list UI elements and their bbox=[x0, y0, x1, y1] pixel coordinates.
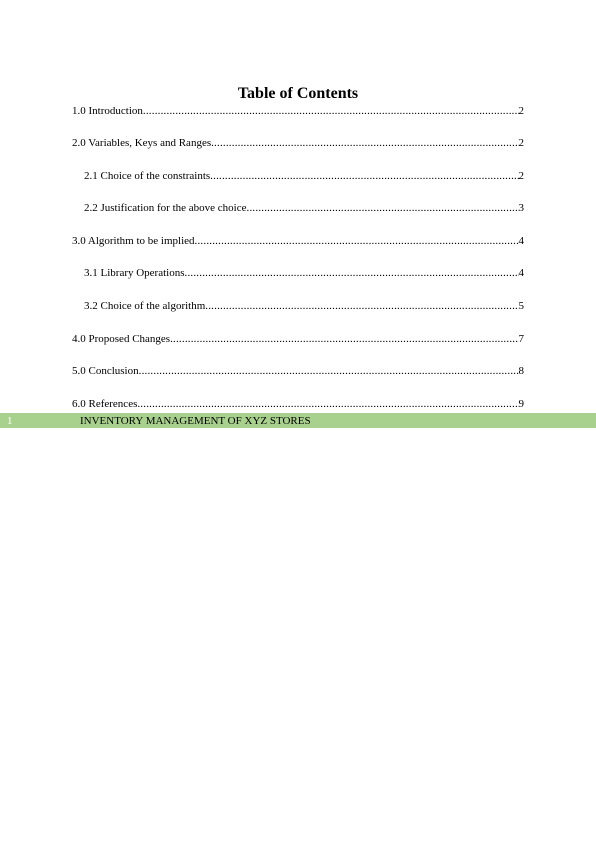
toc-dot-leader bbox=[195, 234, 519, 248]
toc-entry-page: 4 bbox=[518, 235, 524, 247]
toc-dot-leader bbox=[139, 364, 519, 378]
toc-entry-algorithm[interactable] bbox=[72, 234, 524, 248]
toc-entry-label: 5.0 Conclusion bbox=[72, 365, 139, 377]
toc-entry-page: 4 bbox=[518, 267, 524, 279]
toc-entry-label: 3.0 Algorithm to be implied bbox=[72, 235, 195, 247]
toc-entry-library-operations[interactable] bbox=[84, 266, 524, 280]
toc-entry-label: 2.1 Choice of the constraints bbox=[84, 170, 211, 182]
toc-title: Table of Contents bbox=[237, 85, 359, 102]
toc-dot-leader bbox=[143, 104, 519, 118]
toc-dot-leader bbox=[210, 169, 518, 183]
toc-entry-label: 6.0 References bbox=[72, 398, 138, 410]
toc-entry-label: 3.2 Choice of the algorithm bbox=[84, 300, 206, 312]
toc-entry-page: 5 bbox=[518, 300, 524, 312]
toc-entry-introduction[interactable] bbox=[72, 104, 524, 118]
toc-entry-label: 3.1 Library Operations bbox=[84, 267, 185, 279]
toc-entry-variables-keys-ranges[interactable] bbox=[72, 136, 524, 150]
toc-entry-label: 1.0 Introduction bbox=[72, 105, 143, 117]
toc-entry-choice-of-algorithm[interactable] bbox=[84, 299, 524, 313]
footer-document-title: INVENTORY MANAGEMENT OF XYZ STORES bbox=[80, 415, 311, 427]
toc-entry-page: 2 bbox=[518, 105, 524, 117]
toc-entry-page: 2 bbox=[518, 170, 524, 182]
toc-entry-justification[interactable] bbox=[84, 201, 524, 215]
toc-entry-proposed-changes[interactable] bbox=[72, 332, 524, 346]
toc-entry-page: 2 bbox=[518, 137, 524, 149]
toc-entry-label: 4.0 Proposed Changes bbox=[72, 333, 171, 345]
toc-dot-leader bbox=[247, 201, 519, 215]
toc-entry-label: 2.0 Variables, Keys and Ranges bbox=[72, 137, 212, 149]
toc-dot-leader bbox=[170, 332, 518, 346]
toc-entry-page: 9 bbox=[518, 398, 524, 410]
toc-entry-page: 7 bbox=[518, 333, 524, 345]
toc-entry-conclusion[interactable] bbox=[72, 364, 524, 378]
footer-page-number: 1 bbox=[7, 415, 13, 427]
toc-entry-page: 3 bbox=[518, 202, 524, 214]
toc-entry-label: 2.2 Justification for the above choice bbox=[84, 202, 247, 214]
toc-dot-leader bbox=[137, 397, 518, 411]
toc-dot-leader bbox=[185, 266, 519, 280]
toc-dot-leader bbox=[211, 136, 518, 150]
toc-entry-references[interactable] bbox=[72, 397, 524, 411]
toc-dot-leader bbox=[205, 299, 518, 313]
toc-entry-choice-of-constraints[interactable] bbox=[84, 169, 524, 183]
toc-entry-page: 8 bbox=[518, 365, 524, 377]
